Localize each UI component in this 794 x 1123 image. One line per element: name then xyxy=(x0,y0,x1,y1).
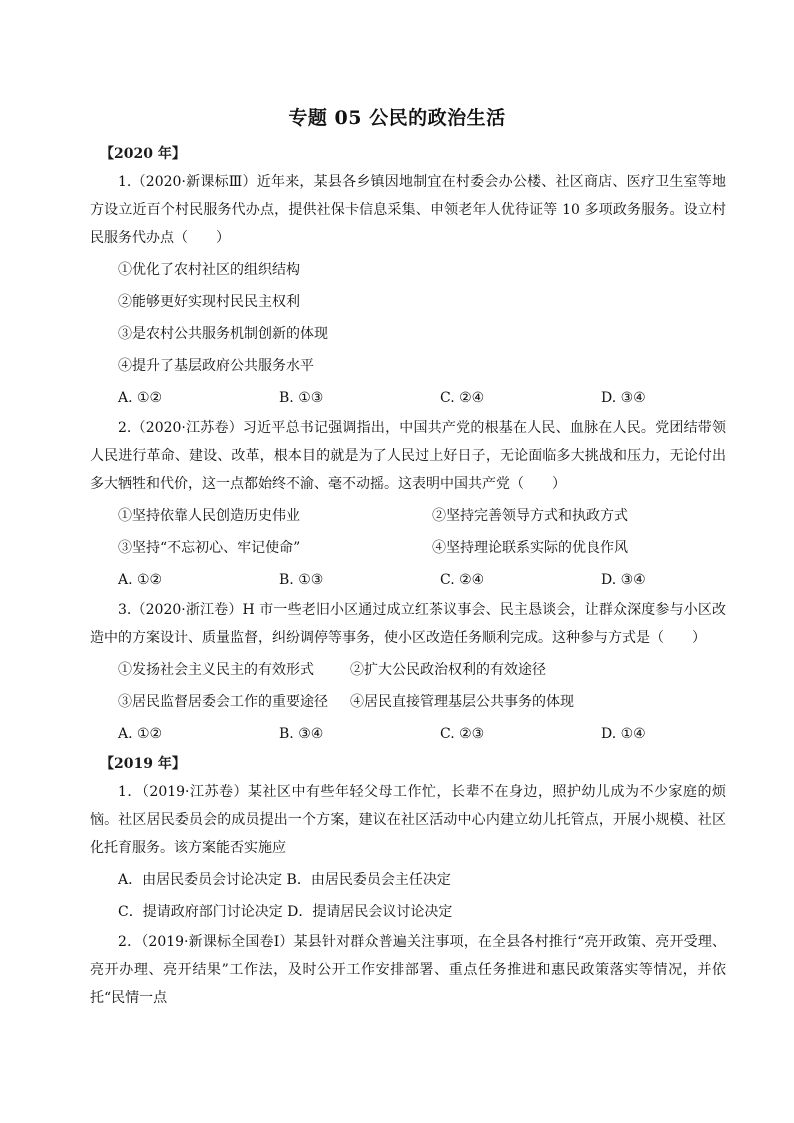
statement: ②坚持完善领导方式和执政方式 xyxy=(432,508,628,524)
section-heading-2020: 【2020 年】 xyxy=(100,146,186,162)
option-d: D. ③④ xyxy=(601,572,646,588)
option-b: B. ①③ xyxy=(279,572,324,588)
document-body xyxy=(90,140,726,1012)
option-d: D. ①④ xyxy=(601,726,646,742)
statement: ①优化了农村社区的组织结构 xyxy=(118,262,300,278)
statement: ②扩大公民政治权利的有效途径 xyxy=(350,662,546,678)
statement: ④坚持理论联系实际的优良作风 xyxy=(432,540,628,556)
statement: ④提升了基层政府公共服务水平 xyxy=(118,358,314,374)
statement-row xyxy=(90,654,726,686)
question-stem: 2.（2020·江苏卷）习近平总书记强调指出，中国共产党的根基在人民、血脉在人民。党团结带领人民进行革命、建设、改革，根本目的就是为了人民过上好日子，无论面临多大挑战和压力，无论付出多大牺牲和代价，这一点都始终不渝、毫不动摇。这表明中国共产党（ ） xyxy=(90,420,726,492)
question-stem: 1.（2020·新课标Ⅲ）近年来，某县各乡镇因地制宜在村委会办公楼、社区商店、医疗卫生室等地方设立近百个村民服务代办点，提供社保卡信息采集、申领老年人优待证等 10 多项政务服务。设立村民服务代办点（ ） xyxy=(90,174,726,246)
option-c: C. ②④ xyxy=(440,390,485,406)
answer-options xyxy=(90,718,726,750)
statement-row xyxy=(90,500,726,532)
answer-options: A．由居民委员会讨论决定 B．由居民委员会主任决定 xyxy=(118,872,451,888)
statement: ④居民直接管理基层公共事务的体现 xyxy=(350,694,574,710)
section-heading-2019: 【2019 年】 xyxy=(100,756,186,772)
statement-row xyxy=(90,532,726,564)
answer-options xyxy=(90,564,726,596)
option-a: A. ①② xyxy=(118,390,163,406)
statement: ③是农村公共服务机制创新的体现 xyxy=(118,326,328,342)
option-c: C. ②④ xyxy=(440,572,485,588)
statement: ②能够更好实现村民民主权利 xyxy=(118,294,300,310)
option-a: A. ①② xyxy=(118,726,163,742)
statement: ①发扬社会主义民主的有效形式 xyxy=(118,662,314,678)
option-b: B. ①③ xyxy=(279,390,324,406)
option-d: D. ③④ xyxy=(601,390,646,406)
question-stem: 2．（2019·新课标全国卷Ⅰ）某县针对群众普遍关注事项，在全县各村推行“亮开政策、亮开受理、亮开办理、亮开结果”工作法，及时公开工作安排部署、重点任务推进和惠民政策落实等情况，并依托“民情一点 xyxy=(90,934,726,1006)
question-stem: 3.（2020·浙江卷）H 市一些老旧小区通过成立红茶议事会、民主恳谈会，让群众深度参与小区改造中的方案设计、质量监督，纠纷调停等事务，使小区改造任务顺利完成。这种参与方式是（ ） xyxy=(90,602,726,646)
option-b: B. ③④ xyxy=(279,726,324,742)
answer-options: C．提请政府部门讨论决定 D．提请居民会议讨论决定 xyxy=(118,904,453,920)
option-c: C. ②③ xyxy=(440,726,485,742)
statement-row xyxy=(90,686,726,718)
answer-options xyxy=(90,382,726,414)
statement: ③居民监督居委会工作的重要途径 xyxy=(118,694,328,710)
page-title: 专题 05 公民的政治生活 xyxy=(288,107,506,129)
question-stem: 1．（2019·江苏卷）某社区中有些年轻父母工作忙，长辈不在身边，照护幼儿成为不少家庭的烦恼。社区居民委员会的成员提出一个方案，建议在社区活动中心内建立幼儿托管点，开展小规模、社区化托育服务。该方案能否实施应 xyxy=(90,784,726,856)
statement: ①坚持依靠人民创造历史伟业 xyxy=(118,508,300,524)
option-a: A. ①② xyxy=(118,572,163,588)
statement: ③坚持“不忘初心、牢记使命” xyxy=(118,540,301,556)
